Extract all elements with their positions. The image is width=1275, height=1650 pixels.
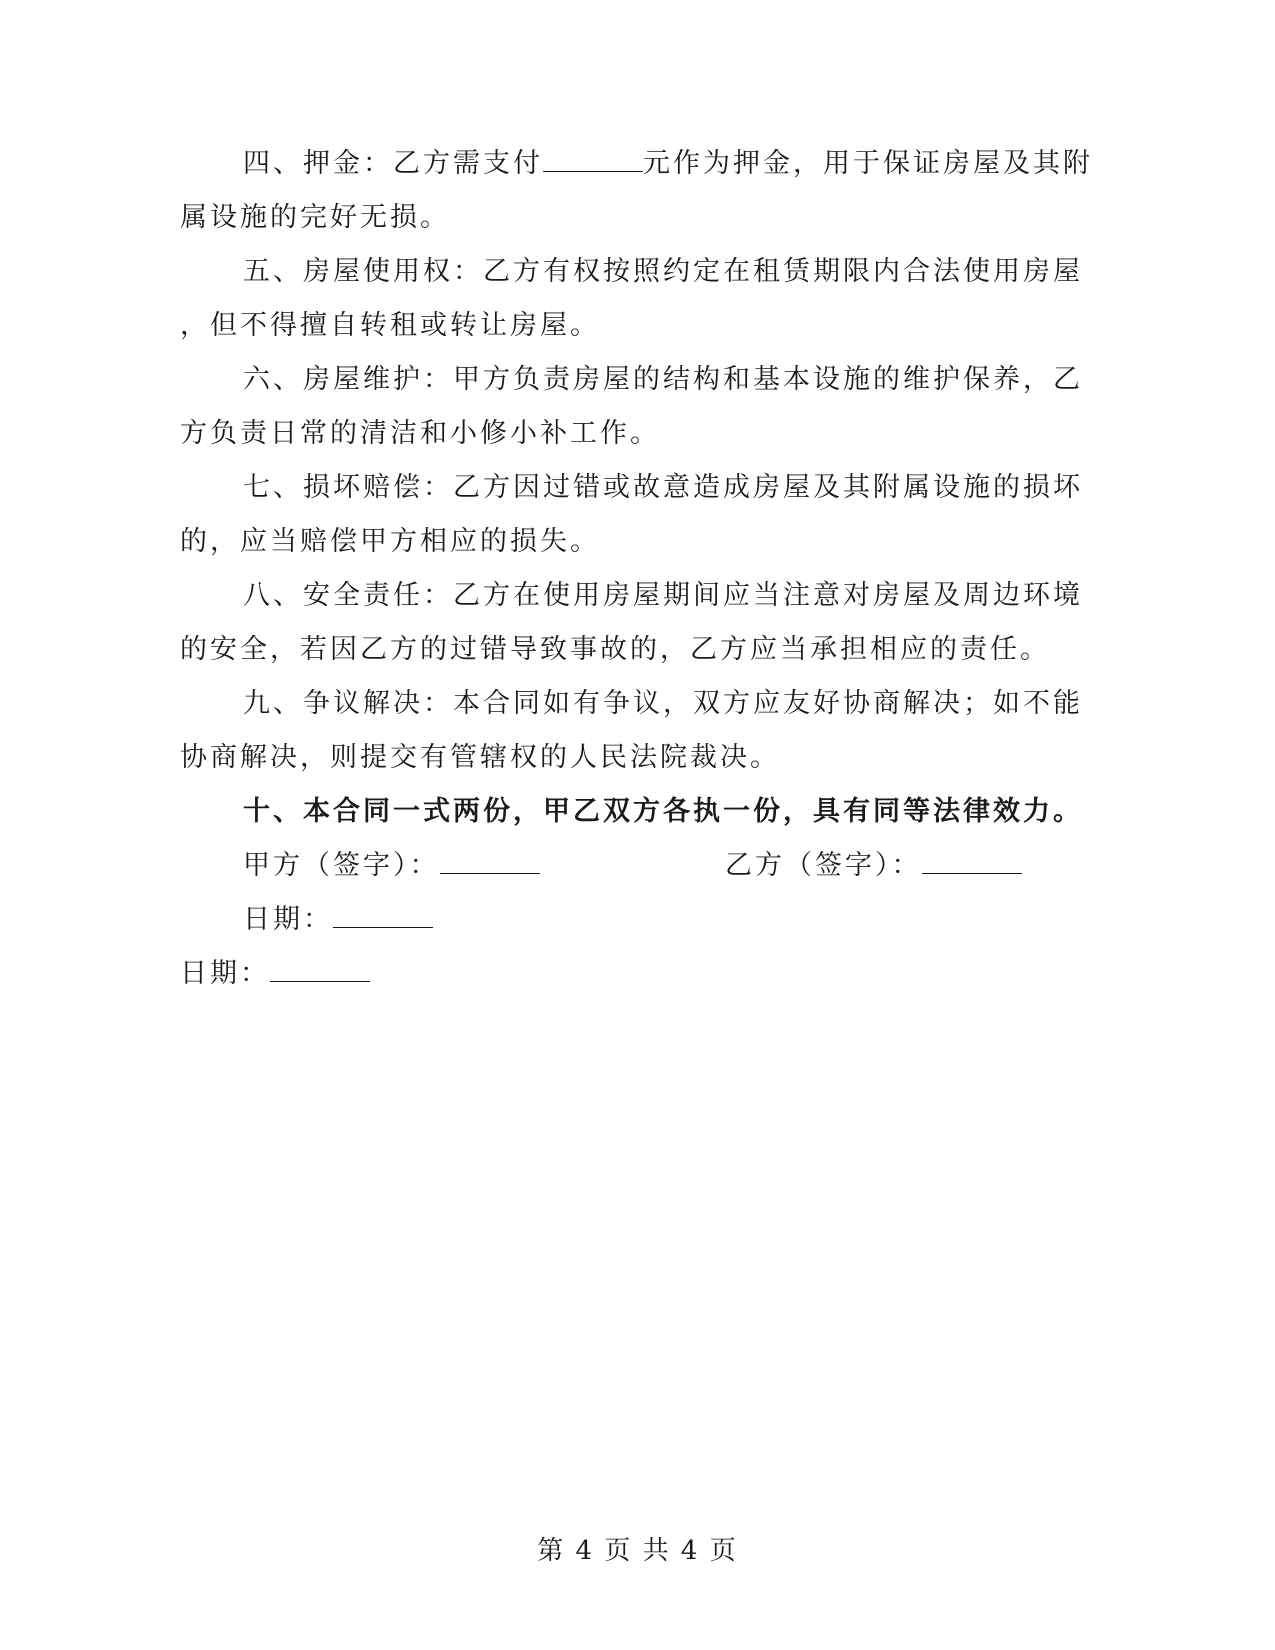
party-b-signature-blank <box>922 851 1022 874</box>
date-blank-2 <box>270 959 370 982</box>
clause-9-line-1: 九、争议解决：本合同如有争议，双方应友好协商解决；如不能 <box>243 688 1083 719</box>
date-line-2 <box>180 956 370 992</box>
party-a-signature-blank <box>440 851 540 874</box>
date-blank-1 <box>333 905 433 928</box>
clause-7-line-1: 七、损坏赔偿：乙方因过错或故意造成房屋及其附属设施的损坏 <box>243 472 1083 503</box>
clause-7-line-2: 的，应当赔偿甲方相应的损失。 <box>180 526 600 557</box>
clause-5-line-2: ，但不得擅自转租或转让房屋。 <box>180 310 600 341</box>
clause-10-line-1: 十、本合同一式两份，甲乙双方各执一份，具有同等法律效力。 <box>243 796 1083 827</box>
clause-4-line-2: 属设施的完好无损。 <box>180 202 450 233</box>
clause-8-line-2: 的安全，若因乙方的过错导致事故的，乙方应当承担相应的责任。 <box>180 634 1050 665</box>
party-b-signature-label: 乙方（签字）： <box>725 850 922 881</box>
page-number-footer: 第 4 页 共 4 页 <box>537 1536 738 1566</box>
date-label-1: 日期： <box>243 904 333 935</box>
clause-9-line-2: 协商解决，则提交有管辖权的人民法院裁决。 <box>180 742 780 773</box>
clause-6-line-2: 方负责日常的清洁和小修小补工作。 <box>180 418 660 449</box>
deposit-amount-blank <box>543 149 643 172</box>
date-label-2: 日期： <box>180 958 270 989</box>
clause-5-line-1: 五、房屋使用权：乙方有权按照约定在租赁期限内合法使用房屋 <box>243 256 1083 287</box>
party-a-signature-label: 甲方（签字）： <box>243 850 440 881</box>
clause-4-text-before: 四、押金：乙方需支付 <box>243 148 543 179</box>
clause-4-text-after: 元作为押金，用于保证房屋及其附 <box>643 148 1093 179</box>
party-b-signature <box>725 848 1022 884</box>
clause-6-line-1: 六、房屋维护：甲方负责房屋的结构和基本设施的维护保养，乙 <box>243 364 1083 395</box>
party-a-signature <box>243 848 540 884</box>
clause-8-line-1: 八、安全责任：乙方在使用房屋期间应当注意对房屋及周边环境 <box>243 580 1083 611</box>
date-line-1 <box>243 902 433 938</box>
clause-4-line-1 <box>243 146 1093 182</box>
